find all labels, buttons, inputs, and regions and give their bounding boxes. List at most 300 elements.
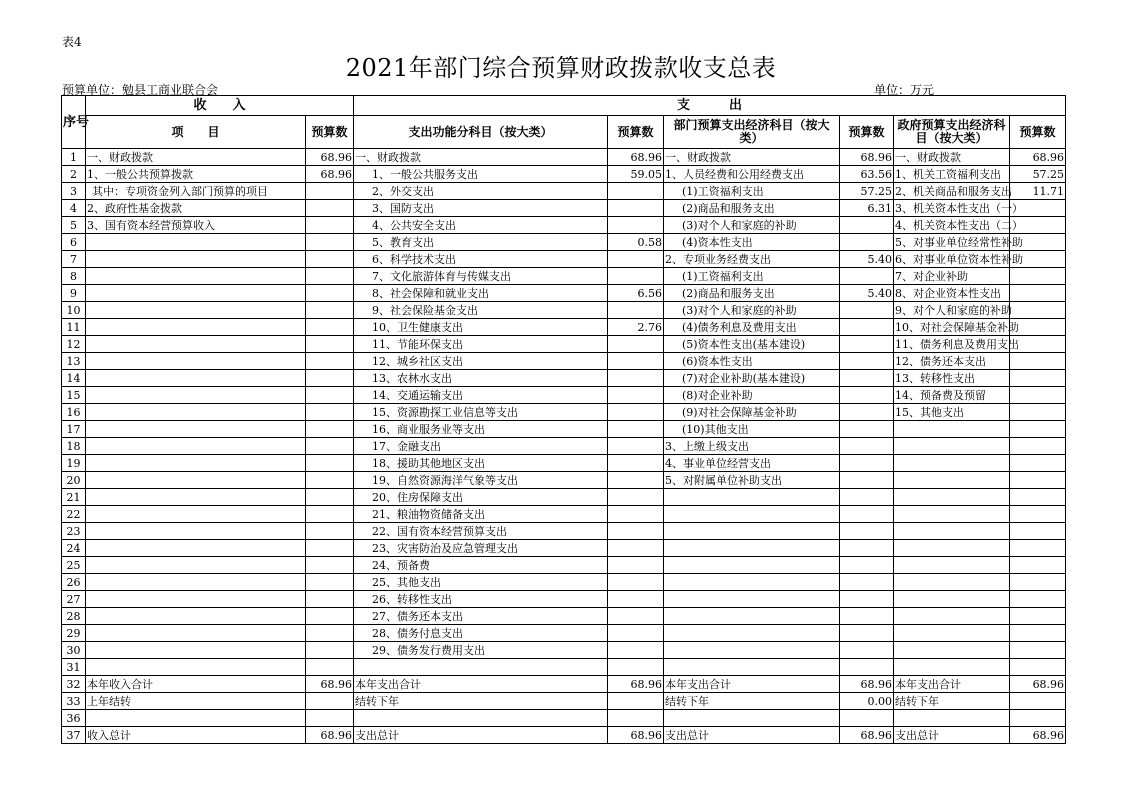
seq-cell: 20 <box>62 472 86 489</box>
dept-budget-cell <box>840 404 894 421</box>
table-row <box>62 438 1066 455</box>
gov-econ-cell: 结转下年 <box>894 693 1010 710</box>
gov-budget-cell <box>1010 268 1066 285</box>
header-row-1 <box>62 96 1066 116</box>
table-row <box>62 183 1066 200</box>
func-budget-cell <box>608 591 664 608</box>
income-item-cell: 一、财政拨款 <box>86 149 306 166</box>
func-class-cell: 13、农林水支出 <box>354 370 608 387</box>
income-budget-cell <box>306 319 354 336</box>
func-budget-cell <box>608 438 664 455</box>
income-item-cell <box>86 523 306 540</box>
income-item-cell <box>86 319 306 336</box>
dept-budget-cell: 5.40 <box>840 285 894 302</box>
dept-budget-cell: 63.56 <box>840 166 894 183</box>
func-class-cell: 支出总计 <box>354 727 608 744</box>
seq-header: 序号 <box>62 96 86 149</box>
dept-econ-cell: (1)工资福利支出 <box>664 183 840 200</box>
income-item-cell <box>86 557 306 574</box>
gov-budget-cell <box>1010 472 1066 489</box>
func-class-cell: 本年支出合计 <box>354 676 608 693</box>
dept-budget-cell <box>840 574 894 591</box>
dept-econ-cell: 结转下年 <box>664 693 840 710</box>
dept-budget-cell: 57.25 <box>840 183 894 200</box>
income-item-cell <box>86 574 306 591</box>
func-class-cell: 22、国有资本经营预算支出 <box>354 523 608 540</box>
income-item-cell <box>86 438 306 455</box>
income-budget-cell <box>306 200 354 217</box>
income-item-cell: 本年收入合计 <box>86 676 306 693</box>
income-budget-cell: 68.96 <box>306 166 354 183</box>
income-item-cell <box>86 455 306 472</box>
dept-econ-header: 部门预算支出经济科目（按大类） <box>664 116 840 149</box>
table-row <box>62 625 1066 642</box>
income-budget-cell <box>306 625 354 642</box>
income-budget-cell <box>306 234 354 251</box>
table-row <box>62 149 1066 166</box>
income-budget-cell <box>306 540 354 557</box>
income-item-cell <box>86 625 306 642</box>
income-item-cell <box>86 234 306 251</box>
seq-cell: 22 <box>62 506 86 523</box>
dept-budget-cell <box>840 319 894 336</box>
income-item-cell <box>86 659 306 676</box>
table-row <box>62 251 1066 268</box>
income-budget-cell: 68.96 <box>306 727 354 744</box>
func-class-cell: 12、城乡社区支出 <box>354 353 608 370</box>
gov-econ-cell <box>894 540 1010 557</box>
gov-econ-cell: 11、债务利息及费用支出 <box>895 337 1020 351</box>
income-budget-cell <box>306 523 354 540</box>
income-item-cell <box>86 268 306 285</box>
income-item-cell <box>86 472 306 489</box>
header-row-2 <box>62 116 1066 149</box>
gov-budget-cell: 68.96 <box>1010 676 1066 693</box>
func-budget-cell <box>608 523 664 540</box>
gov-budget-cell <box>1010 608 1066 625</box>
table-row <box>62 710 1066 727</box>
dept-econ-cell: (9)对社会保障基金补助 <box>664 404 840 421</box>
income-item-cell <box>86 370 306 387</box>
func-budget-cell <box>608 353 664 370</box>
income-budget-cell <box>306 353 354 370</box>
func-budget-cell: 68.96 <box>608 676 664 693</box>
dept-budget-cell: 68.96 <box>840 676 894 693</box>
func-budget-cell <box>608 336 664 353</box>
gov-econ-cell <box>894 438 1010 455</box>
seq-cell: 12 <box>62 336 86 353</box>
seq-cell: 18 <box>62 438 86 455</box>
income-budget-cell <box>306 591 354 608</box>
func-budget-cell: 68.96 <box>608 727 664 744</box>
income-budget-cell <box>306 387 354 404</box>
seq-cell: 37 <box>62 727 86 744</box>
income-item-cell <box>86 642 306 659</box>
income-item-cell <box>86 336 306 353</box>
gov-econ-cell: 9、对个人和家庭的补助 <box>895 303 1013 317</box>
gov-econ-cell <box>894 574 1010 591</box>
dept-econ-cell <box>664 642 840 659</box>
table-row <box>62 387 1066 404</box>
func-class-cell: 28、债务付息支出 <box>354 625 608 642</box>
income-item-cell: 1、一般公共预算拨款 <box>86 166 306 183</box>
func-class-cell: 1、一般公共服务支出 <box>354 166 608 183</box>
gov-econ-cell: 1、机关工资福利支出 <box>894 166 1010 183</box>
income-item-cell <box>86 710 306 727</box>
income-header: 收 入 <box>86 96 354 116</box>
func-class-cell: 10、卫生健康支出 <box>354 319 608 336</box>
gov-budget-cell <box>1010 421 1066 438</box>
dept-econ-cell <box>664 608 840 625</box>
seq-cell: 21 <box>62 489 86 506</box>
seq-cell: 6 <box>62 234 86 251</box>
income-item-cell: 其中：专项资金列入部门预算的项目 <box>86 183 306 200</box>
dept-econ-cell: 一、财政拨款 <box>664 149 840 166</box>
dept-budget-cell <box>840 591 894 608</box>
dept-econ-cell <box>664 591 840 608</box>
dept-budget-cell <box>840 710 894 727</box>
dept-budget-cell <box>840 608 894 625</box>
gov-budget-cell <box>1010 438 1066 455</box>
dept-econ-cell <box>664 540 840 557</box>
func-class-cell: 24、预备费 <box>354 557 608 574</box>
income-budget-cell <box>306 472 354 489</box>
func-class-cell: 8、社会保障和就业支出 <box>354 285 608 302</box>
expenditure-header: 支 出 <box>354 96 1066 116</box>
dept-budget-cell <box>840 625 894 642</box>
gov-budget-cell <box>1010 693 1066 710</box>
budget-header-func: 预算数 <box>608 116 664 149</box>
dept-budget-cell: 6.31 <box>840 200 894 217</box>
gov-econ-cell <box>894 489 1010 506</box>
gov-budget-cell: 68.96 <box>1010 149 1066 166</box>
gov-econ-cell: 14、预备费及预留 <box>894 387 1010 404</box>
gov-budget-cell <box>1010 710 1066 727</box>
gov-budget-cell <box>1010 659 1066 676</box>
gov-econ-cell: 10、对社会保障基金补助 <box>895 320 1020 334</box>
seq-cell: 30 <box>62 642 86 659</box>
func-budget-cell: 68.96 <box>608 149 664 166</box>
gov-budget-cell <box>1010 285 1066 302</box>
income-budget-cell: 68.96 <box>306 676 354 693</box>
table-row <box>62 285 1066 302</box>
seq-cell: 36 <box>62 710 86 727</box>
income-budget-cell <box>306 370 354 387</box>
income-item-cell <box>86 591 306 608</box>
dept-econ-cell: (4)资本性支出 <box>664 234 840 251</box>
income-budget-cell <box>306 455 354 472</box>
seq-cell: 17 <box>62 421 86 438</box>
table-row <box>62 353 1066 370</box>
gov-budget-cell: 68.96 <box>1010 727 1066 744</box>
income-budget-cell <box>306 268 354 285</box>
budget-unit: 预算单位：勉县工商业联合会 <box>62 83 219 97</box>
func-class-cell: 一、财政拨款 <box>354 149 608 166</box>
func-budget-cell <box>608 251 664 268</box>
gov-budget-cell <box>1010 523 1066 540</box>
dept-budget-cell: 68.96 <box>840 149 894 166</box>
dept-budget-cell <box>840 336 894 353</box>
income-item-cell: 2、政府性基金拨款 <box>86 200 306 217</box>
table-row <box>62 676 1066 693</box>
dept-econ-cell: (3)对个人和家庭的补助 <box>664 217 840 234</box>
table-row <box>62 727 1066 744</box>
gov-budget-cell <box>1010 557 1066 574</box>
table-row <box>62 370 1066 387</box>
dept-econ-cell: 本年支出合计 <box>664 676 840 693</box>
func-class-cell: 17、金融支出 <box>354 438 608 455</box>
gov-econ-cell <box>894 608 1010 625</box>
dept-budget-cell <box>840 421 894 438</box>
seq-cell: 4 <box>62 200 86 217</box>
gov-econ-cell <box>894 421 1010 438</box>
dept-econ-cell: 5、对附属单位补助支出 <box>664 472 840 489</box>
table-row <box>62 523 1066 540</box>
budget-header-income: 预算数 <box>306 116 354 149</box>
dept-budget-cell: 68.96 <box>840 727 894 744</box>
gov-econ-cell: 7、对企业补助 <box>894 268 1010 285</box>
func-class-cell: 5、教育支出 <box>354 234 608 251</box>
budget-table <box>61 95 1066 744</box>
dept-budget-cell <box>840 506 894 523</box>
seq-cell: 5 <box>62 217 86 234</box>
table-row <box>62 693 1066 710</box>
seq-cell: 28 <box>62 608 86 625</box>
income-item-cell <box>86 353 306 370</box>
income-item-cell: 上年结转 <box>86 693 306 710</box>
seq-cell: 13 <box>62 353 86 370</box>
gov-econ-cell: 支出总计 <box>894 727 1010 744</box>
gov-budget-cell: 57.25 <box>1010 166 1066 183</box>
func-budget-cell <box>608 217 664 234</box>
income-item-cell <box>86 387 306 404</box>
income-budget-cell <box>306 642 354 659</box>
gov-budget-cell <box>1010 540 1066 557</box>
income-budget-cell: 68.96 <box>306 149 354 166</box>
dept-econ-cell: (10)其他支出 <box>664 421 840 438</box>
dept-budget-cell: 5.40 <box>840 251 894 268</box>
dept-econ-cell: 4、事业单位经营支出 <box>664 455 840 472</box>
func-budget-cell <box>608 268 664 285</box>
dept-budget-cell <box>840 217 894 234</box>
func-budget-cell <box>608 557 664 574</box>
seq-cell: 25 <box>62 557 86 574</box>
func-budget-cell <box>608 370 664 387</box>
func-class-cell: 4、公共安全支出 <box>354 217 608 234</box>
func-budget-cell: 6.56 <box>608 285 664 302</box>
income-budget-cell <box>306 608 354 625</box>
income-budget-cell <box>306 693 354 710</box>
income-budget-cell <box>306 438 354 455</box>
dept-econ-cell <box>664 710 840 727</box>
table-row <box>62 336 1066 353</box>
gov-econ-cell <box>894 659 1010 676</box>
income-budget-cell <box>306 251 354 268</box>
func-budget-cell <box>608 421 664 438</box>
item-header: 项 目 <box>86 116 306 149</box>
table-row <box>62 319 1066 336</box>
seq-cell: 14 <box>62 370 86 387</box>
budget-header-dept: 预算数 <box>840 116 894 149</box>
table-row <box>62 234 1066 251</box>
func-class-header: 支出功能分科目（按大类） <box>354 116 608 149</box>
seq-cell: 3 <box>62 183 86 200</box>
gov-budget-cell <box>1010 506 1066 523</box>
seq-cell: 24 <box>62 540 86 557</box>
table-row <box>62 540 1066 557</box>
gov-budget-cell: 11.71 <box>1010 183 1066 200</box>
dept-econ-cell: (3)对个人和家庭的补助 <box>664 302 840 319</box>
gov-econ-cell: 8、对企业资本性支出 <box>894 285 1010 302</box>
func-class-cell: 结转下年 <box>354 693 608 710</box>
dept-budget-cell <box>840 387 894 404</box>
income-item-cell <box>86 302 306 319</box>
seq-cell: 11 <box>62 319 86 336</box>
func-budget-cell: 2.76 <box>608 319 664 336</box>
dept-econ-cell <box>664 557 840 574</box>
gov-budget-cell <box>1010 591 1066 608</box>
func-budget-cell <box>608 387 664 404</box>
dept-econ-cell <box>664 506 840 523</box>
seq-cell: 32 <box>62 676 86 693</box>
seq-cell: 16 <box>62 404 86 421</box>
dept-econ-cell <box>664 574 840 591</box>
func-class-cell <box>354 659 608 676</box>
func-budget-cell: 0.58 <box>608 234 664 251</box>
func-budget-cell <box>608 455 664 472</box>
dept-econ-cell <box>664 489 840 506</box>
table-row <box>62 166 1066 183</box>
income-budget-cell <box>306 285 354 302</box>
table-row <box>62 404 1066 421</box>
income-budget-cell <box>306 574 354 591</box>
func-class-cell: 3、国防支出 <box>354 200 608 217</box>
func-class-cell: 23、灾害防治及应急管理支出 <box>354 540 608 557</box>
gov-econ-cell: 12、债务还本支出 <box>894 353 1010 370</box>
dept-budget-cell <box>840 489 894 506</box>
dept-econ-cell: (6)资本性支出 <box>664 353 840 370</box>
func-budget-cell: 59.05 <box>608 166 664 183</box>
func-class-cell: 20、住房保障支出 <box>354 489 608 506</box>
seq-cell: 31 <box>62 659 86 676</box>
gov-econ-cell <box>894 557 1010 574</box>
func-budget-cell <box>608 574 664 591</box>
seq-cell: 1 <box>62 149 86 166</box>
dept-budget-cell <box>840 234 894 251</box>
gov-econ-cell: 15、其他支出 <box>894 404 1010 421</box>
dept-econ-cell: (1)工资福利支出 <box>664 268 840 285</box>
gov-econ-cell: 4、机关资本性支出（二） <box>895 218 1024 232</box>
table-row <box>62 421 1066 438</box>
table-row <box>62 302 1066 319</box>
func-budget-cell <box>608 506 664 523</box>
func-class-cell: 15、资源勘探工业信息等支出 <box>354 404 608 421</box>
func-class-cell <box>354 710 608 727</box>
dept-econ-cell: 支出总计 <box>664 727 840 744</box>
dept-econ-cell: (4)债务利息及费用支出 <box>664 319 840 336</box>
gov-econ-cell <box>894 506 1010 523</box>
gov-econ-cell: 一、财政拨款 <box>894 149 1010 166</box>
func-budget-cell <box>608 183 664 200</box>
func-budget-cell <box>608 540 664 557</box>
dept-budget-cell <box>840 302 894 319</box>
gov-econ-cell <box>894 455 1010 472</box>
gov-budget-cell <box>1010 625 1066 642</box>
seq-cell: 8 <box>62 268 86 285</box>
dept-budget-cell <box>840 642 894 659</box>
income-budget-cell <box>306 659 354 676</box>
income-item-cell <box>86 540 306 557</box>
dept-econ-cell <box>664 523 840 540</box>
income-item-cell <box>86 506 306 523</box>
func-budget-cell <box>608 302 664 319</box>
table-row <box>62 642 1066 659</box>
seq-cell: 29 <box>62 625 86 642</box>
income-item-cell: 收入总计 <box>86 727 306 744</box>
table-row <box>62 557 1066 574</box>
gov-budget-cell <box>1010 404 1066 421</box>
income-budget-cell <box>306 557 354 574</box>
income-budget-cell <box>306 421 354 438</box>
seq-cell: 27 <box>62 591 86 608</box>
dept-econ-cell: 1、人员经费和公用经费支出 <box>664 166 840 183</box>
dept-econ-cell: 3、上缴上级支出 <box>664 438 840 455</box>
currency-unit: 单位：万元 <box>874 83 935 97</box>
dept-budget-cell <box>840 557 894 574</box>
budget-header-gov: 预算数 <box>1010 116 1066 149</box>
gov-econ-cell <box>894 591 1010 608</box>
table-row <box>62 268 1066 285</box>
table-row <box>62 217 1066 234</box>
income-item-cell <box>86 285 306 302</box>
gov-budget-cell <box>1010 370 1066 387</box>
func-class-cell: 18、援助其他地区支出 <box>354 455 608 472</box>
dept-econ-cell: (2)商品和服务支出 <box>664 200 840 217</box>
func-budget-cell <box>608 710 664 727</box>
income-item-cell: 3、国有资本经营预算收入 <box>86 217 306 234</box>
func-budget-cell <box>608 200 664 217</box>
func-budget-cell <box>608 659 664 676</box>
income-budget-cell <box>306 336 354 353</box>
func-class-cell: 16、商业服务业等支出 <box>354 421 608 438</box>
func-class-cell: 27、债务还本支出 <box>354 608 608 625</box>
gov-budget-cell <box>1010 353 1066 370</box>
func-class-cell: 11、节能环保支出 <box>354 336 608 353</box>
gov-econ-cell <box>894 625 1010 642</box>
gov-econ-cell <box>894 523 1010 540</box>
dept-budget-cell <box>840 438 894 455</box>
income-item-cell <box>86 404 306 421</box>
func-class-cell: 14、交通运输支出 <box>354 387 608 404</box>
func-class-cell: 2、外交支出 <box>354 183 608 200</box>
func-class-cell: 21、粮油物资储备支出 <box>354 506 608 523</box>
table-row <box>62 574 1066 591</box>
gov-budget-cell <box>1010 489 1066 506</box>
func-budget-cell <box>608 693 664 710</box>
dept-econ-cell <box>664 625 840 642</box>
dept-budget-cell <box>840 455 894 472</box>
dept-econ-cell: (2)商品和服务支出 <box>664 285 840 302</box>
gov-budget-cell <box>1010 302 1066 319</box>
gov-budget-cell <box>1010 455 1066 472</box>
dept-econ-cell <box>664 659 840 676</box>
seq-cell: 2 <box>62 166 86 183</box>
table-row <box>62 489 1066 506</box>
dept-budget-cell <box>840 370 894 387</box>
gov-econ-cell: 2、机关商品和服务支出 <box>895 184 1013 198</box>
func-budget-cell <box>608 472 664 489</box>
dept-budget-cell <box>840 659 894 676</box>
